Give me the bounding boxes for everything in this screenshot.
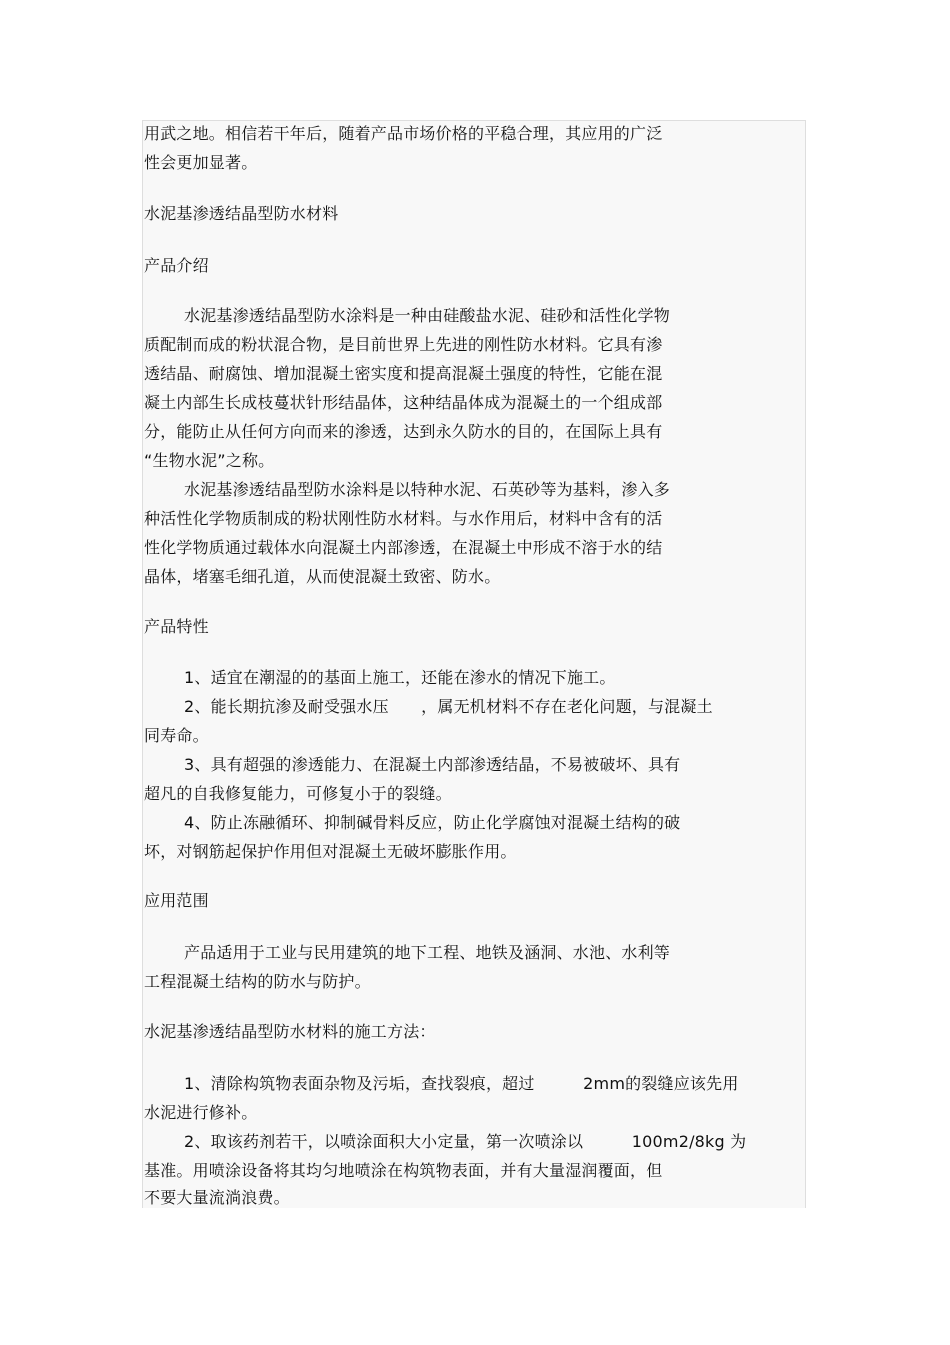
list-item: 坏，对钢筋起保护作用但对混凝土无破坏膨胀作用。 <box>144 842 517 861</box>
paragraph-line: 产品适用于工业与民用建筑的地下工程、地铁及涵洞、水池、水利等 <box>184 943 671 962</box>
list-item: 基准。用喷涂设备将其均匀地喷涂在构筑物表面，并有大量湿润覆面，但 <box>144 1161 663 1180</box>
page-frame <box>142 120 806 1208</box>
paragraph-line: 用武之地。相信若干年后，随着产品市场价格的平稳合理，其应用的广泛 <box>144 124 663 143</box>
list-item: 超凡的自我修复能力，可修复小于的裂缝。 <box>144 784 452 803</box>
paragraph-line: 水泥基渗透结晶型防水涂料是以特种水泥、石英砂等为基料，渗入多 <box>184 480 671 499</box>
paragraph-line: 分，能防止从任何方向而来的渗透，达到永久防水的目的，在国际上具有 <box>144 422 663 441</box>
section-heading: 水泥基渗透结晶型防水材料的施工方法： <box>144 1022 436 1041</box>
paragraph-line: 透结晶、耐腐蚀、增加混凝土密实度和提高混凝土强度的特性，它能在混 <box>144 364 663 383</box>
list-item: 不要大量流淌浪费。 <box>144 1188 290 1207</box>
paragraph-line: 种活性化学物质制成的粉状刚性防水材料。与水作用后，材料中含有的活 <box>144 509 663 528</box>
paragraph-line: 晶体，堵塞毛细孔道，从而使混凝土致密、防水。 <box>144 567 501 586</box>
list-item: 1、适宜在潮湿的的基面上施工，还能在渗水的情况下施工。 <box>184 668 616 687</box>
paragraph-line: 性化学物质通过载体水向混凝土内部渗透，在混凝土中形成不溶于水的结 <box>144 538 663 557</box>
paragraph-line: 凝土内部生长成枝蔓状针形结晶体，这种结晶体成为混凝土的一个组成部 <box>144 393 663 412</box>
section-heading: 产品特性 <box>144 617 209 636</box>
list-item: 1、清除构筑物表面杂物及污垢，查找裂痕，超过 2mm的裂缝应该先用 <box>184 1074 739 1093</box>
list-item: 3、具有超强的渗透能力、在混凝土内部渗透结晶，不易被破坏、具有 <box>184 755 681 774</box>
section-heading: 应用范围 <box>144 891 209 910</box>
paragraph-line: 工程混凝土结构的防水与防护。 <box>144 972 371 991</box>
list-item: 2、能长期抗渗及耐受强水压 ，属无机材料不存在老化问题，与混凝土 <box>184 697 713 716</box>
list-item: 水泥进行修补。 <box>144 1103 258 1122</box>
list-item: 4、防止冻融循环、抑制碱骨料反应，防止化学腐蚀对混凝土结构的破 <box>184 813 681 832</box>
section-heading: 产品介绍 <box>144 256 209 275</box>
list-item: 同寿命。 <box>144 726 209 745</box>
paragraph-line: 质配制而成的粉状混合物，是目前世界上先进的刚性防水材料。它具有渗 <box>144 335 663 354</box>
paragraph-line: 水泥基渗透结晶型防水涂料是一种由硅酸盐水泥、硅砂和活性化学物 <box>184 306 671 325</box>
paragraph-line: 性会更加显著。 <box>144 153 258 172</box>
section-heading: 水泥基渗透结晶型防水材料 <box>144 204 339 223</box>
paragraph-line: “生物水泥”之称。 <box>144 451 275 470</box>
list-item: 2、取该药剂若干，以喷涂面积大小定量，第一次喷涂以 100m2/8kg 为 <box>184 1132 747 1151</box>
